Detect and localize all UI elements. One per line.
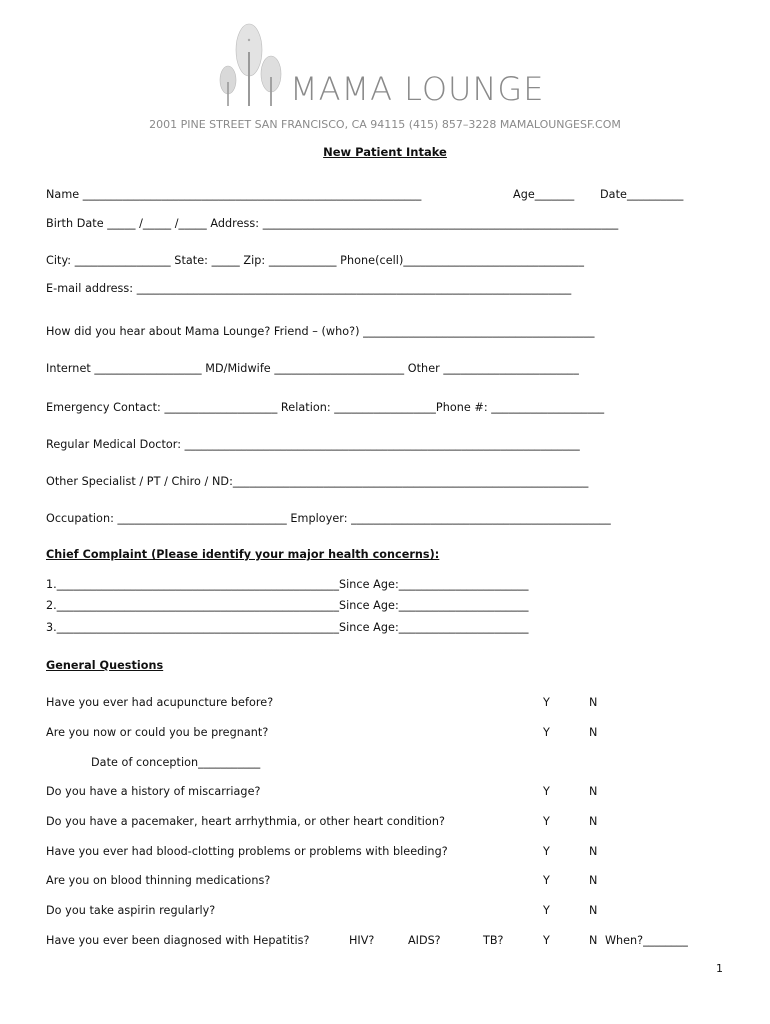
complaint-line[interactable]: 3.__________________________________________________Since Age:_______________________ — [46, 621, 529, 634]
aids-option[interactable]: AIDS? — [408, 934, 441, 947]
question-blood-clotting: Have you ever had blood-clotting problems or problems with bleeding? — [46, 845, 448, 858]
question-aspirin: Do you take aspirin regularly? — [46, 904, 216, 917]
no-option[interactable]: N — [589, 815, 598, 828]
general-questions-heading: General Questions — [46, 659, 164, 672]
referral-field[interactable]: How did you hear about Mama Lounge? Friend – (who?) _________________________________________ — [46, 325, 595, 338]
chief-complaint-heading: Chief Complaint (Please identify your major health concerns): — [46, 548, 440, 561]
city-state-zip-phone-field[interactable]: City: _________________ State: _____ Zip: ____________ Phone(cell)________________________________ — [46, 254, 584, 267]
header-address: 2001 PINE STREET SAN FRANCISCO, CA 94115 (415) 857–3228 MAMALOUNGESF.COM — [149, 118, 621, 131]
medical-doctor-field[interactable]: Regular Medical Doctor: ______________________________________________________________________ — [46, 438, 580, 451]
question-pregnant: Are you now or could you be pregnant? — [46, 726, 269, 739]
date-field[interactable]: Date__________ — [600, 188, 684, 201]
no-option[interactable]: N — [589, 874, 598, 887]
name-field[interactable]: Name ____________________________________________________________ — [46, 188, 422, 201]
tb-option[interactable]: TB? — [483, 934, 504, 947]
complaint-line[interactable]: 1.__________________________________________________Since Age:_______________________ — [46, 578, 529, 591]
brand-name: MAMA LOUNGE — [290, 70, 545, 108]
no-option[interactable]: N — [589, 845, 598, 858]
no-option[interactable]: N — [589, 904, 598, 917]
yes-option[interactable]: Y — [543, 696, 550, 709]
page-number: 1 — [716, 962, 723, 975]
header-logo — [216, 22, 556, 112]
yes-option[interactable]: Y — [543, 815, 550, 828]
no-option[interactable]: N — [589, 726, 598, 739]
question-heart: Do you have a pacemaker, heart arrhythmia, or other heart condition? — [46, 815, 445, 828]
when-field[interactable]: When?________ — [605, 934, 688, 947]
specialist-field[interactable]: Other Specialist / PT / Chiro / ND:_______________________________________________________________ — [46, 475, 589, 488]
yes-option[interactable]: Y — [543, 874, 550, 887]
complaint-line[interactable]: 2.__________________________________________________Since Age:_______________________ — [46, 599, 529, 612]
emergency-contact-field[interactable]: Emergency Contact: ____________________ Relation: __________________Phone #: ____________________ — [46, 401, 605, 414]
email-field[interactable]: E-mail address: _____________________________________________________________________________ — [46, 282, 572, 295]
date-of-conception-field[interactable]: Date of conception___________ — [91, 756, 261, 769]
yes-option[interactable]: Y — [543, 904, 550, 917]
age-field[interactable]: Age_______ — [513, 188, 575, 201]
yes-option[interactable]: Y — [543, 785, 550, 798]
question-miscarriage: Do you have a history of miscarriage? — [46, 785, 261, 798]
birth-address-field[interactable]: Birth Date _____ /_____ /_____ Address: _______________________________________________________________ — [46, 217, 619, 230]
occupation-employer-field[interactable]: Occupation: ______________________________ Employer: ______________________________________________ — [46, 512, 611, 525]
question-acupuncture: Have you ever had acupuncture before? — [46, 696, 274, 709]
tree-logo-icon — [216, 22, 296, 112]
yes-option[interactable]: Y — [543, 726, 550, 739]
hiv-option[interactable]: HIV? — [349, 934, 375, 947]
no-option[interactable]: N — [589, 934, 598, 947]
referral-options-field[interactable]: Internet ___________________ MD/Midwife _______________________ Other ________________________ — [46, 362, 579, 375]
question-hepatitis: Have you ever been diagnosed with Hepatitis? — [46, 934, 310, 947]
yes-option[interactable]: Y — [543, 845, 550, 858]
no-option[interactable]: N — [589, 785, 598, 798]
page-title: New Patient Intake — [323, 145, 447, 159]
yes-option[interactable]: Y — [543, 934, 550, 947]
no-option[interactable]: N — [589, 696, 598, 709]
question-blood-thinners: Are you on blood thinning medications? — [46, 874, 271, 887]
